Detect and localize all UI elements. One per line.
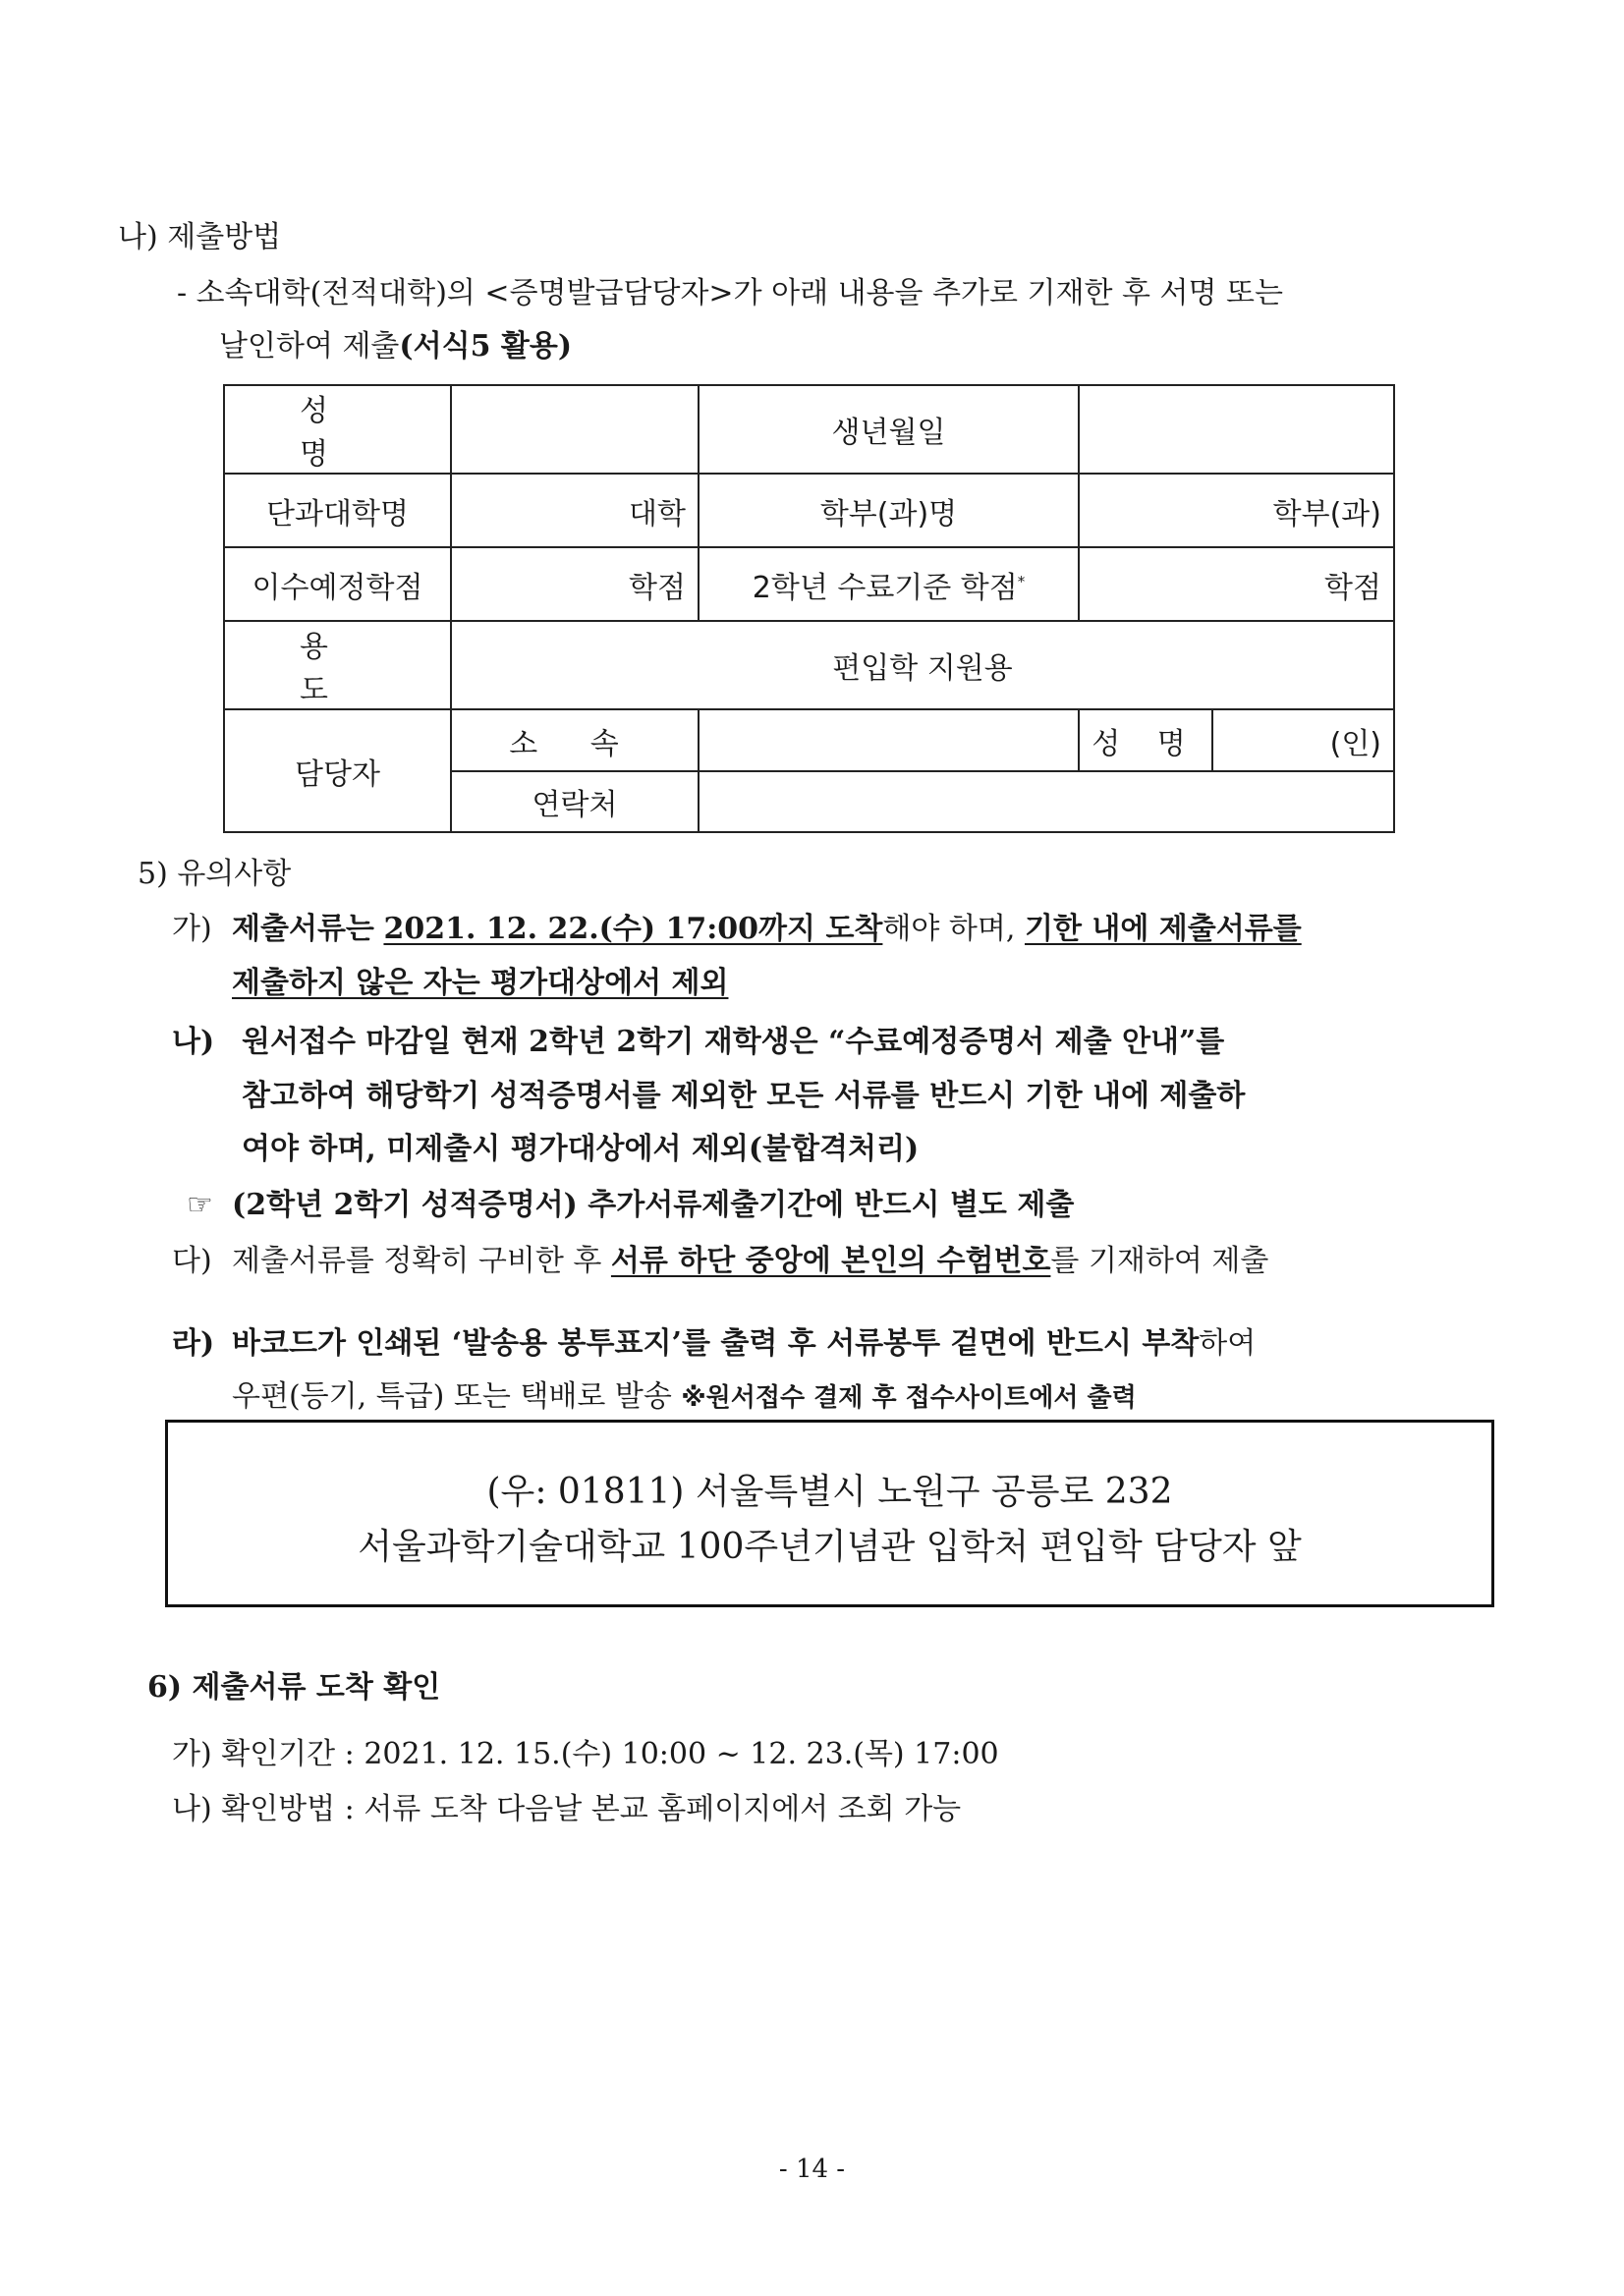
address-line1: (우: 01811) 서울특별시 노원구 공릉로 232 — [486, 1472, 1173, 1512]
submit-method-desc-line2 — [219, 327, 572, 366]
notes-heading: 5) 유의사항 — [138, 857, 292, 891]
dept-label: 학부(과)명 — [699, 474, 1079, 547]
note-ra-b: 하여 — [1199, 1326, 1257, 1361]
note-ga-line2: 제출하지 않은 자는 평가대상에서 제외 — [232, 966, 729, 1000]
arrival-period: 가) 확인기간 : 2021. 12. 15.(수) 10:00 ~ 12. 23.(목) 17:00 — [172, 1737, 999, 1771]
certificate-form-table — [223, 384, 1395, 833]
note-ra-marker: 라) — [172, 1326, 215, 1361]
page-number: - 14 - — [778, 2155, 846, 2184]
arrival-method: 나) 확인방법 : 서류 도착 다음날 본교 홈페이지에서 조회 가능 — [172, 1792, 962, 1826]
note-da-a: 제출서류를 정확히 구비한 후 — [232, 1244, 602, 1278]
note-ga-a: 제출서류는 — [232, 912, 374, 946]
note-ra-line2-a: 우편(등기, 특급) 또는 택배로 발송 — [232, 1379, 672, 1414]
pointing-hand-icon: ☞ — [187, 1188, 213, 1222]
section-heading-submit-method: 나) 제출방법 — [118, 220, 282, 254]
college-label: 단과대학명 — [224, 474, 451, 547]
note-ga-marker: 가) — [172, 912, 212, 946]
credits-cell: 학점 — [451, 547, 699, 621]
note-na-line1: 원서접수 마감일 현재 2학년 2학기 재학생은 “수료예정증명서 제출 안내”를 — [242, 1025, 1225, 1059]
note-ga-deadline: 2021. 12. 22.(수) 17:00까지 도착 — [383, 912, 883, 946]
birth-label: 생년월일 — [699, 385, 1079, 474]
contact-label: 담당자 — [224, 709, 451, 832]
note-na-marker: 나) — [172, 1025, 215, 1059]
phone-cell — [699, 771, 1394, 832]
note-ra-a: 바코드가 인쇄된 ‘발송용 봉투표지’를 출력 후 서류봉투 겉면에 반드시 부착 — [232, 1326, 1200, 1361]
yr2-credits-label: 2학년 수료기준 학점* — [699, 547, 1079, 621]
note-ra-line1 — [232, 1324, 1256, 1364]
note-ga-d: 기한 내에 제출서류를 — [1024, 912, 1302, 946]
note-da-c: 를 기재하여 제출 — [1050, 1244, 1269, 1278]
dept-cell: 학부(과) — [1079, 474, 1394, 547]
mailing-address-box — [165, 1420, 1494, 1607]
contact-name-label: 성 명 — [1079, 709, 1212, 771]
birth-cell — [1079, 385, 1394, 474]
name-cell — [451, 385, 699, 474]
note-na-line3: 여야 하며, 미제출시 평가대상에서 제외(불합격처리) — [242, 1132, 920, 1166]
submit-method-desc-line1: - 소속대학(전적대학)의 <증명발급담당자>가 아래 내용을 추가로 기재한 후 서명 또는 — [177, 276, 1283, 310]
note-da-line — [232, 1242, 1268, 1281]
note-pointer-text: (2학년 2학기 성적증명서) 추가서류제출기간에 반드시 별도 제출 — [232, 1188, 1075, 1222]
purpose-value: 편입학 지원용 — [451, 621, 1394, 709]
note-ga-line1 — [232, 910, 1302, 949]
note-ra-line2 — [232, 1377, 1137, 1418]
form5-note: (서식5 활용) — [399, 329, 573, 364]
credits-label: 이수예정학점 — [224, 547, 451, 621]
yr2-credits-cell: 학점 — [1079, 547, 1394, 621]
note-da-marker: 다) — [172, 1244, 212, 1278]
note-da-b: 서류 하단 중앙에 본인의 수험번호 — [610, 1244, 1051, 1278]
purpose-label: 용 도 — [224, 621, 451, 709]
yr2-asterisk: * — [1017, 572, 1026, 590]
arrival-heading: 6) 제출서류 도착 확인 — [147, 1670, 441, 1705]
submit-method-text: 날인하여 제출 — [219, 329, 400, 364]
affil-cell — [699, 709, 1079, 771]
phone-label: 연락처 — [451, 771, 699, 832]
affil-label: 소 속 — [451, 709, 699, 771]
name-label: 성 명 — [224, 385, 451, 474]
address-line2: 서울과학기술대학교 100주년기념관 입학처 편입학 담당자 앞 — [358, 1527, 1302, 1567]
seal-cell: (인) — [1212, 709, 1394, 771]
note-ga-c: 해야 하며, — [882, 912, 1016, 946]
note-ra-line2-b: ※원서접수 결제 후 접수사이트에서 출력 — [681, 1383, 1137, 1413]
college-cell: 대학 — [451, 474, 699, 547]
note-na-line2: 참고하여 해당학기 성적증명서를 제외한 모든 서류를 반드시 기한 내에 제출하 — [242, 1079, 1246, 1113]
